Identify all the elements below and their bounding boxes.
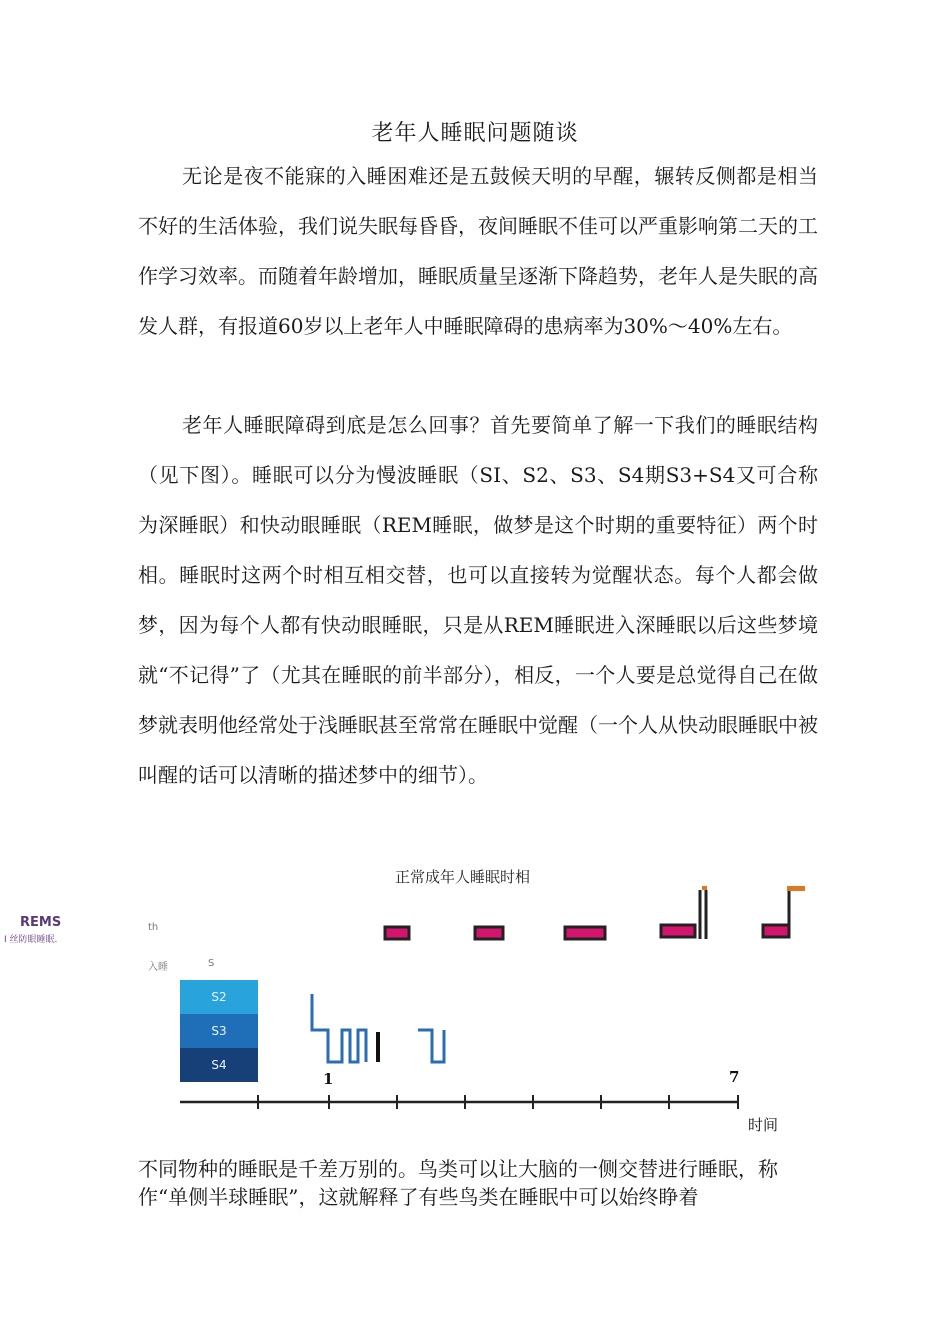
stage-trace — [312, 994, 366, 1062]
stage-s4: S4 — [180, 1048, 258, 1082]
figure-title: 正常成年人睡眠时相 — [395, 868, 531, 886]
faint-label-2: 入睡 — [148, 962, 168, 973]
rem-bar — [565, 927, 605, 939]
paragraph-1: 无论是夜不能寐的入睡困难还是五鼓候天明的早醒，辗转反侧都是相当不好的生活体验，我们说失眠每昏昏，夜间睡眠不佳可以严重影响第二天的工作学习效率。而随着年龄增加，睡眠质量呈逐渐下降趋势，老年人是失眠的高发人群，有报道60岁以上老年人中睡眠障碍的患病率为30%〜40%左右。 — [138, 164, 818, 338]
paragraph-3: 不同物种的睡眠是千差万别的。鸟类可以让大脑的一侧交替进行睡眠，称作“单侧半球睡眠”，这就解释了有些鸟类在睡眠中可以始终睁着 — [138, 1157, 778, 1209]
stage-s2: S2 — [180, 980, 258, 1014]
sleep-phase-diagram — [0, 850, 950, 1150]
faint-label-1: th — [148, 922, 159, 933]
stage-s3: S3 — [180, 1014, 258, 1048]
rem-bar — [763, 925, 789, 937]
x-tick-label-1: 1 — [323, 1070, 334, 1088]
x-tick-label-7: 7 — [729, 1068, 740, 1086]
orange-marker — [787, 886, 805, 891]
paragraph-2: 老年人睡眠障碍到底是怎么回事？首先要简单了解一下我们的睡眠结构（见下图）。睡眠可以分为慢波睡眠（SI、S2、S3、S4期S3+S4又可合称为深睡眠）和快动眼睡眠（REM睡眠，做梦是这个时期的重要特征）两个时相。睡眠时这两个时相互相交替，也可以直接转为觉醒状态。每个人都会做梦，因为每个人都有快动眼睡眠，只是从REM睡眠进入深睡眠以后这些梦境就“不记得”了（尤其在睡眠的前半部分），相反，一个人要是总觉得自己在做梦就表明他经常处于浅睡眠甚至常常在睡眠中觉醒（一个人从快动眼睡眠中被叫醒的话可以清晰的描述梦中的细节）。 — [138, 413, 818, 787]
rems-label: REMS — [20, 915, 62, 930]
rem-bar — [661, 925, 695, 937]
x-axis-label: 时间 — [748, 1116, 779, 1134]
rem-bar — [385, 927, 409, 939]
rem-bar — [475, 927, 503, 939]
orange-marker — [702, 886, 707, 890]
rems-sublabel: I 丝防眼睡眠. — [4, 935, 58, 945]
stage-trace — [418, 1030, 444, 1062]
page-title: 老年人睡眠问题随谈 — [371, 121, 579, 146]
trace-bar — [376, 1032, 380, 1062]
faint-label-3: S — [208, 958, 215, 969]
